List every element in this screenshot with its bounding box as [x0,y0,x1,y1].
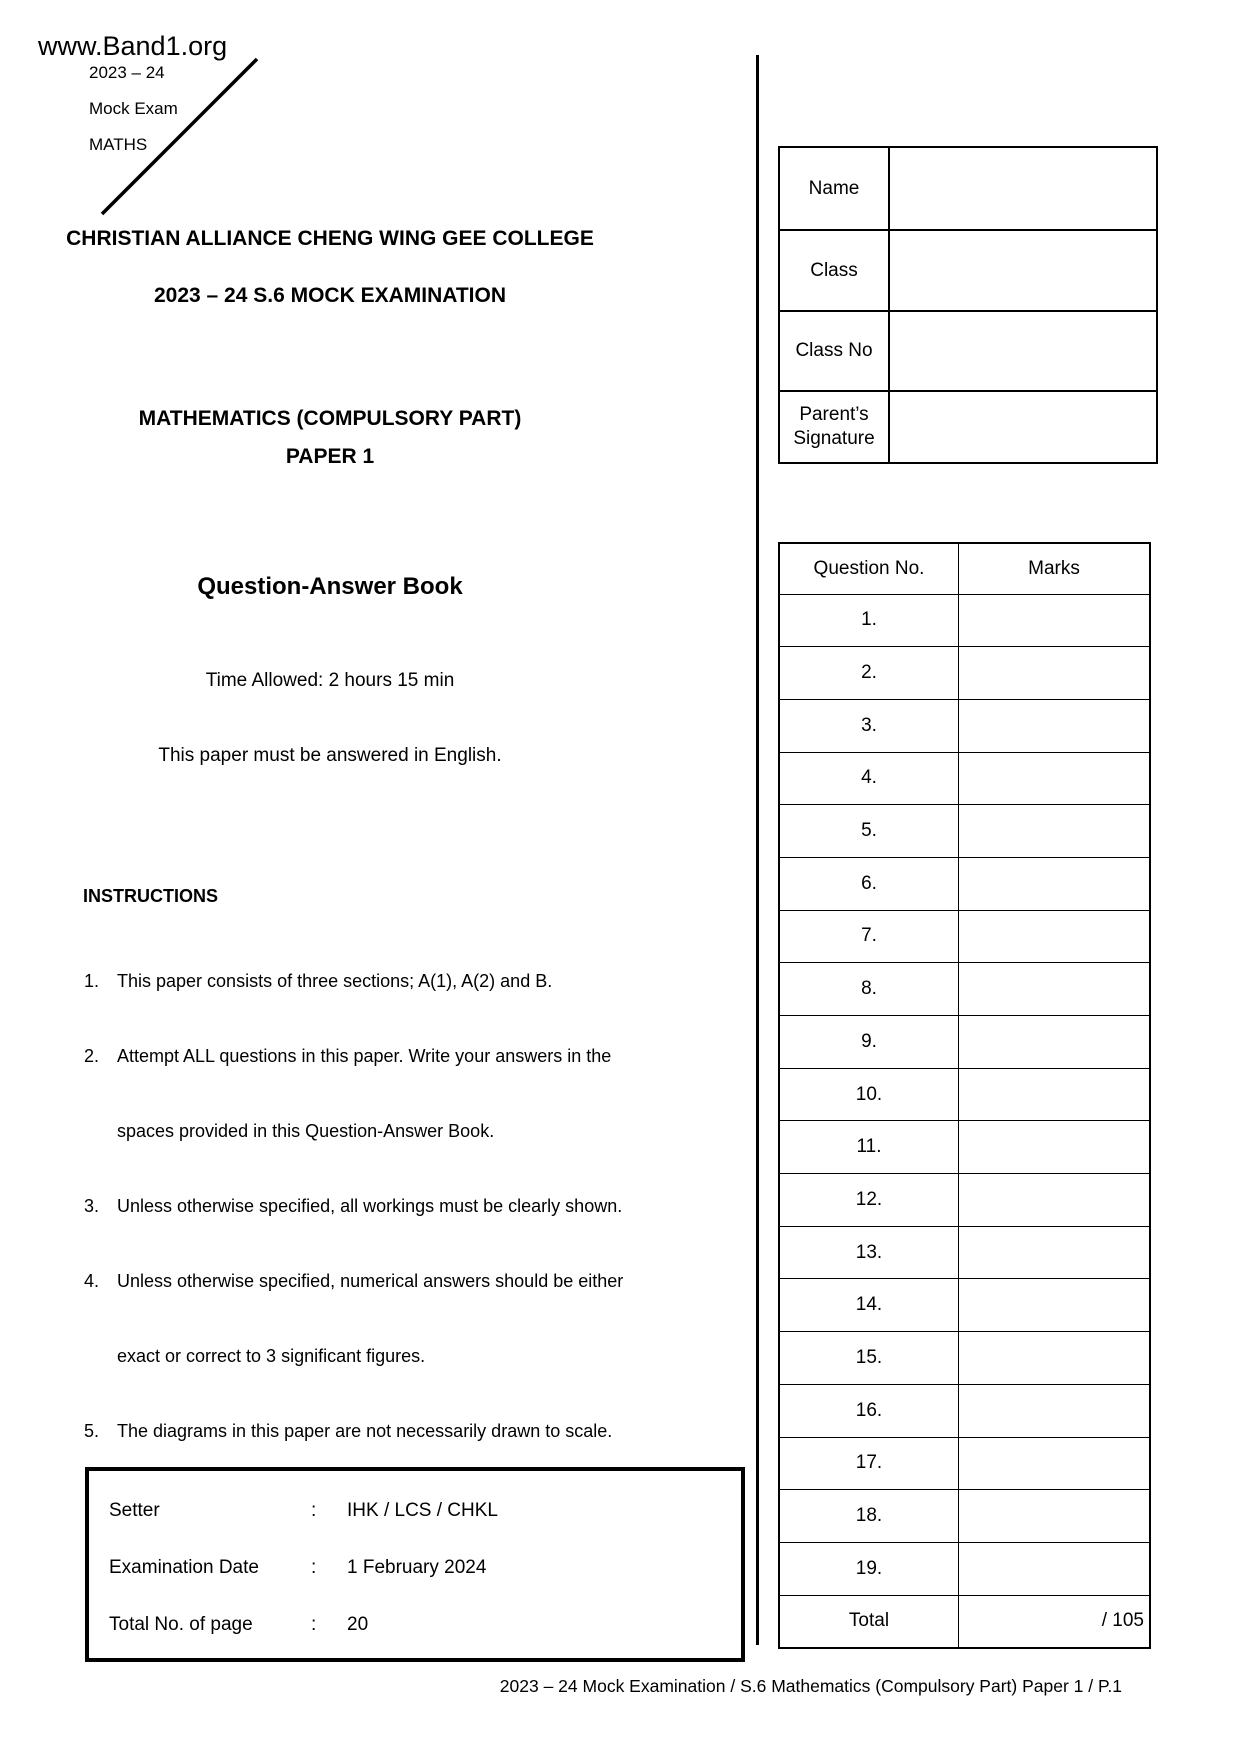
question-number-cell: 18. [779,1490,959,1543]
student-info-table [778,146,1158,464]
marks-row [779,1121,1150,1174]
setter-label: Setter [109,1500,160,1521]
marks-cell[interactable] [959,1437,1151,1490]
marks-row [779,1016,1150,1069]
marks-row [779,857,1150,910]
marks-row [779,594,1150,647]
marks-cell[interactable] [959,857,1151,910]
marks-row [779,752,1150,805]
question-number-cell: 16. [779,1384,959,1437]
marks-cell[interactable] [959,594,1151,647]
marks-row [779,1068,1150,1121]
marks-cell[interactable] [959,1068,1151,1121]
marks-header: Marks [959,543,1151,594]
marks-cell[interactable] [959,752,1151,805]
instruction-text: The diagrams in this paper are not necessarily drawn to scale. [117,1421,613,1441]
instructions-heading: INSTRUCTIONS [83,886,218,906]
total-pages-label: Total No. of page [109,1614,253,1635]
instruction-number: 3. [84,1196,100,1216]
question-number-cell: 8. [779,963,959,1016]
question-number-cell: 1. [779,594,959,647]
question-number-cell: 6. [779,857,959,910]
instruction-number: 4. [84,1271,100,1291]
page-footer: 2023 – 24 Mock Examination / S.6 Mathematics (Compulsory Part) Paper 1 / P.1 [499,1676,1122,1696]
question-number-cell: 3. [779,699,959,752]
student-class-label: Class [779,230,889,311]
total-marks-cell: / 105 [959,1595,1151,1648]
parent-signature-field[interactable] [889,391,1157,463]
colon-separator: : [311,1557,317,1578]
book-title: Question-Answer Book [197,573,463,600]
watermark-year: 2023 – 24 [89,63,165,82]
marks-cell[interactable] [959,1121,1151,1174]
language-note: This paper must be answered in English. [158,745,502,766]
marks-row [779,910,1150,963]
student-name-field[interactable] [889,147,1157,230]
marks-cell[interactable] [959,1384,1151,1437]
instruction-number: 2. [84,1046,100,1066]
marks-cell[interactable] [959,1279,1151,1332]
student-class-field[interactable] [889,230,1157,311]
column-divider [756,55,759,1645]
instruction-text: Unless otherwise specified, all workings must be clearly shown. [117,1196,623,1216]
marks-cell[interactable] [959,1174,1151,1227]
question-number-cell: 9. [779,1016,959,1069]
colon-separator: : [311,1500,317,1521]
marks-total-row [779,1595,1150,1648]
subject-title: MATHEMATICS (COMPULSORY PART) [138,407,522,430]
table-row [779,230,1157,311]
instruction-text: spaces provided in this Question-Answer Book. [117,1121,495,1141]
question-number-cell: 17. [779,1437,959,1490]
marks-cell[interactable] [959,647,1151,700]
marks-table-header [779,543,1150,594]
instruction-text: Attempt ALL questions in this paper. Write your answers in the [117,1046,612,1066]
question-number-cell: 19. [779,1542,959,1595]
marks-cell[interactable] [959,963,1151,1016]
parent-signature-label: Parent’s Signature [779,391,889,463]
marks-row [779,1226,1150,1279]
question-number-cell: 14. [779,1279,959,1332]
watermark-subject: MATHS [89,135,148,154]
exam-date-label: Examination Date [109,1557,259,1578]
question-number-cell: 7. [779,910,959,963]
instruction-number: 1. [84,971,100,991]
total-label-cell: Total [779,1595,959,1648]
exam-title: 2023 – 24 S.6 MOCK EXAMINATION [153,284,507,307]
marks-row [779,1437,1150,1490]
total-pages-value: 20 [347,1614,369,1635]
colon-separator: : [311,1614,317,1635]
question-no-header: Question No. [779,543,959,594]
marks-cell[interactable] [959,805,1151,858]
marks-row [779,1332,1150,1385]
setter-value: IHK / LCS / CHKL [347,1500,498,1521]
question-number-cell: 15. [779,1332,959,1385]
marks-cell[interactable] [959,1542,1151,1595]
question-number-cell: 10. [779,1068,959,1121]
college-name: CHRISTIAN ALLIANCE CHENG WING GEE COLLEGE [66,227,594,250]
marks-row [779,699,1150,752]
student-class-no-field[interactable] [889,311,1157,391]
question-number-cell: 5. [779,805,959,858]
marks-cell[interactable] [959,910,1151,963]
marks-row [779,1174,1150,1227]
question-number-cell: 13. [779,1226,959,1279]
marks-row [779,1542,1150,1595]
marks-row [779,647,1150,700]
marks-cell[interactable] [959,1226,1151,1279]
table-row [779,147,1157,230]
marks-cell[interactable] [959,1490,1151,1543]
question-number-cell: 11. [779,1121,959,1174]
student-name-label: Name [779,147,889,230]
marks-row [779,1279,1150,1332]
marks-cell[interactable] [959,1016,1151,1069]
marks-row [779,963,1150,1016]
marks-row [779,1384,1150,1437]
marks-cell[interactable] [959,1332,1151,1385]
marks-row [779,1490,1150,1543]
instruction-text: This paper consists of three sections; A(1), A(2) and B. [117,971,553,991]
question-number-cell: 12. [779,1174,959,1227]
table-row [779,391,1157,463]
marks-row [779,805,1150,858]
instruction-text: exact or correct to 3 significant figures. [117,1346,426,1366]
instruction-text: Unless otherwise specified, numerical answers should be either [117,1271,624,1291]
diagonal-line [95,52,265,222]
student-class-no-label: Class No [779,311,889,391]
question-number-cell: 4. [779,752,959,805]
exam-info-box [85,1467,745,1662]
paper-number: PAPER 1 [285,445,375,468]
time-allowed: Time Allowed: 2 hours 15 min [205,670,455,691]
marks-table [778,542,1151,1649]
table-row [779,311,1157,391]
watermark-site-url: www.Band1.org [38,31,228,61]
question-number-cell: 2. [779,647,959,700]
watermark-exam-type: Mock Exam [89,99,178,118]
instruction-number: 5. [84,1421,100,1441]
marks-cell[interactable] [959,699,1151,752]
exam-date-value: 1 February 2024 [347,1557,487,1578]
